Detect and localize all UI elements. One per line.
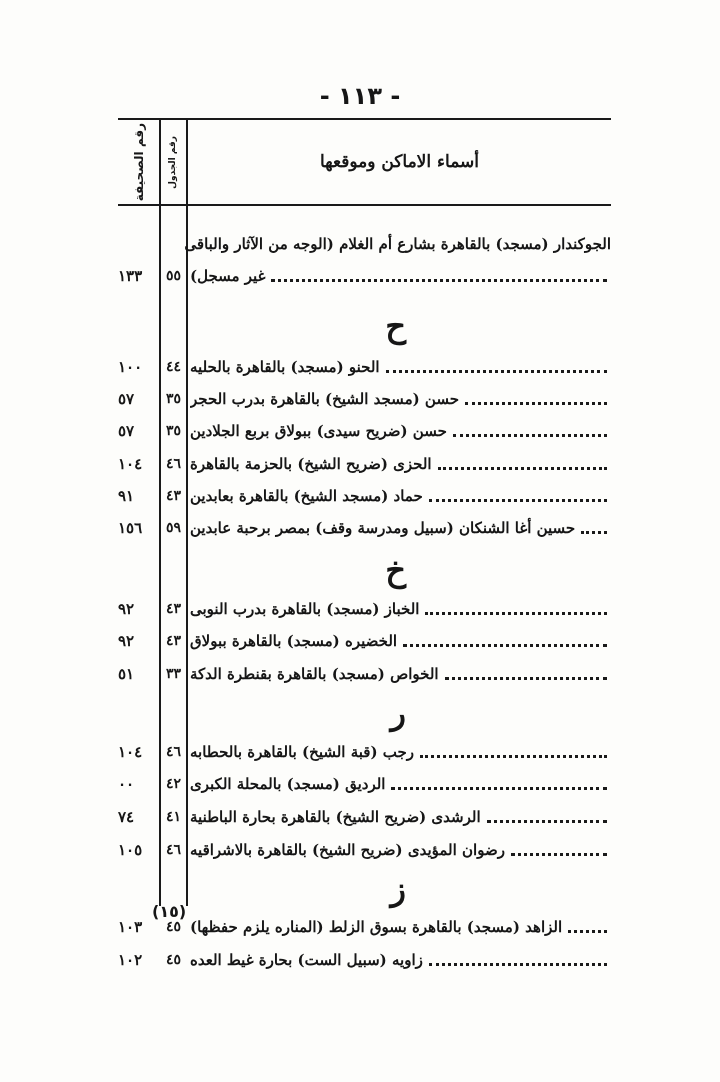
entry-name-cell — [190, 480, 611, 512]
header-number-label: رقم الجدول — [168, 135, 178, 189]
header-names-column: أسماء الاماكن وموقعها — [320, 152, 479, 172]
entry-name: حماد (مسجد الشيخ) بالقاهرة بعابدين — [190, 487, 423, 505]
entry-name-cell — [190, 625, 611, 657]
page-number: - ١١٣ - — [319, 82, 401, 110]
entry-page: ١٠٣ — [118, 918, 143, 936]
table-row — [118, 801, 611, 833]
table-row — [118, 944, 611, 976]
dot-leader — [453, 434, 607, 437]
section-letter: ر — [390, 694, 406, 732]
entry-page: ١٥٦ — [118, 519, 143, 537]
entry-name-cell — [190, 801, 611, 833]
entry-number: ٥٩ — [165, 520, 182, 536]
entry-page: ٥٧ — [118, 390, 135, 408]
entry-page: ٥١ — [118, 665, 135, 683]
entry-number: ٤٦ — [165, 842, 182, 858]
dot-leader — [465, 402, 607, 405]
entry-name-line1: الجوكندار (مسجد) بالقاهرة بشارع أم الغلام (الوجه من الآثار والباقى — [184, 235, 611, 253]
entry-name-cell — [190, 768, 611, 800]
entry-name: حسن (ضريح سيدى) ببولاق بربع الجلادين — [190, 422, 447, 440]
entry-page: ١٠٤ — [118, 743, 143, 761]
entry-number: ٤٦ — [165, 456, 182, 472]
dot-leader — [438, 467, 607, 470]
table-row — [118, 768, 611, 800]
table-row — [118, 911, 611, 943]
entry-number: ٤٣ — [165, 633, 182, 649]
entry-name: حسن (مسجد الشيخ) بالقاهرة بدرب الحجر — [190, 390, 459, 408]
header-page-label: رقم الصحيفة — [131, 122, 146, 202]
table-row — [118, 260, 611, 292]
entry-name: الحزى (ضريح الشيخ) بالحزمة بالقاهرة — [190, 455, 432, 473]
entry-page: ٩٢ — [118, 600, 135, 618]
entry-name-cell — [190, 658, 611, 690]
entry-name-cell — [190, 512, 611, 544]
dot-leader — [425, 612, 607, 615]
signature-mark: (١٥) — [152, 902, 187, 921]
entry-name: الرشدى (ضريح الشيخ) بالقاهرة بحارة الباطنية — [190, 808, 481, 826]
entry-number: ٤٣ — [165, 488, 182, 504]
header-bottom-rule — [118, 204, 611, 206]
entry-name: غير مسجل) — [190, 267, 266, 285]
entry-name: حسين أغا الشنكان (سبيل ومدرسة وقف) بمصر برحبة عابدين — [190, 519, 576, 537]
entry-page: ١٠٢ — [118, 951, 143, 969]
header-page-column — [118, 122, 159, 202]
table-row-continued — [118, 228, 611, 260]
entry-name: الخضيره (مسجد) بالقاهرة ببولاق — [190, 632, 398, 650]
dot-leader — [429, 963, 607, 966]
entry-name: الزاهد (مسجد) بالقاهرة بسوق الزلط (المناره يلزم حفظها) — [190, 918, 563, 936]
entry-name-cell — [190, 351, 611, 383]
dot-leader — [271, 279, 607, 282]
entry-number: ٣٥ — [165, 391, 182, 407]
entry-number: ٤٥ — [165, 919, 182, 935]
entry-name: رجب (قبة الشيخ) بالقاهرة بالحطابه — [190, 743, 415, 761]
dot-leader — [429, 499, 607, 502]
dot-leader — [403, 644, 607, 647]
entry-number: ٤٤ — [165, 359, 182, 375]
table-top-rule — [118, 118, 611, 120]
entry-name: الحنو (مسجد) بالقاهرة بالحليه — [190, 358, 380, 376]
section-letter: خ — [385, 551, 406, 589]
table-row — [118, 658, 611, 690]
entry-page: ٩١ — [118, 487, 135, 505]
entry-name-cell — [190, 383, 611, 415]
table-row — [118, 383, 611, 415]
table-row — [118, 834, 611, 866]
entry-number: ٥٥ — [165, 268, 182, 284]
table-row — [118, 736, 611, 768]
dot-leader — [487, 820, 607, 823]
dot-leader — [386, 370, 607, 373]
entry-page: ٠٠ — [118, 775, 135, 793]
entry-number: ٤٦ — [165, 744, 182, 760]
dot-leader — [391, 787, 607, 790]
entry-page: ١٠٥ — [118, 841, 143, 859]
entry-page: ٥٧ — [118, 422, 135, 440]
entry-number: ٤٢ — [165, 776, 182, 792]
entry-name-cell — [190, 448, 611, 480]
entry-number: ٣٥ — [165, 423, 182, 439]
entry-name: زاويه (سبيل الست) بحارة غيط العده — [190, 951, 423, 969]
entry-number: ٣٣ — [165, 666, 182, 682]
table-row — [118, 512, 611, 544]
dot-leader — [511, 853, 607, 856]
entry-number: ٤١ — [165, 809, 182, 825]
section-letter: ز — [390, 870, 406, 908]
dot-leader — [445, 677, 607, 680]
table-row — [118, 448, 611, 480]
entry-name-cell — [190, 415, 611, 447]
entry-name-cell — [190, 260, 611, 292]
dot-leader — [581, 531, 607, 534]
entry-name: الخباز (مسجد) بالقاهرة بدرب النوبى — [190, 600, 420, 618]
dot-leader — [568, 930, 607, 933]
entry-name-cell — [190, 911, 611, 943]
entry-page: ٧٤ — [118, 808, 135, 826]
entry-name-cell — [190, 593, 611, 625]
entry-name: رضوان المؤيدى (ضريح الشيخ) بالقاهرة بالاشراقيه — [190, 841, 505, 859]
entry-number: ٤٣ — [165, 601, 182, 617]
table-row — [118, 480, 611, 512]
dot-leader — [420, 755, 607, 758]
table-row — [118, 593, 611, 625]
entry-name-cell — [190, 736, 611, 768]
entry-name-cell — [190, 834, 611, 866]
entry-name: الخواص (مسجد) بالقاهرة بقنطرة الدكة — [190, 665, 439, 683]
section-letter: ح — [385, 307, 406, 345]
table-row — [118, 625, 611, 657]
entry-number: ٤٥ — [165, 952, 182, 968]
entry-name: الرديق (مسجد) بالمحلة الكبرى — [190, 775, 386, 793]
table-row — [118, 415, 611, 447]
entry-name-cell — [190, 944, 611, 976]
table-row — [118, 351, 611, 383]
entry-page: ١٠٤ — [118, 455, 143, 473]
entry-page: ١٠٠ — [118, 358, 143, 376]
entry-page: ٩٢ — [118, 632, 135, 650]
header-number-column — [161, 122, 186, 202]
entry-page: ١٣٣ — [118, 267, 143, 285]
